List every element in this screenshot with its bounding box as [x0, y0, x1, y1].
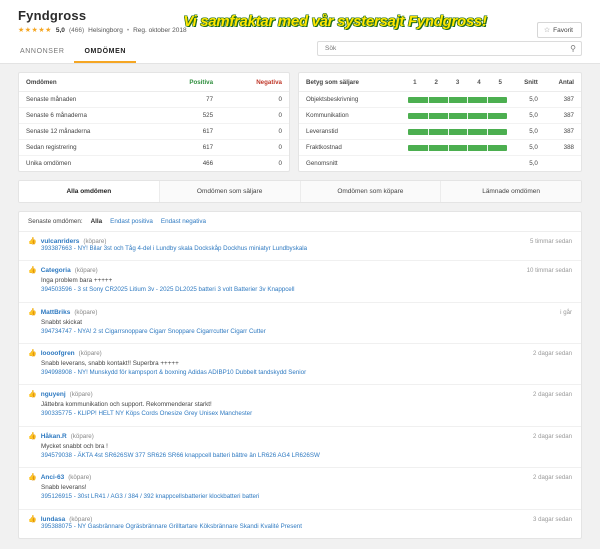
grade-antal: 387: [545, 124, 581, 140]
col-scale-5: 5: [490, 73, 511, 92]
table-row: [19, 108, 289, 124]
thumbs-up-icon: 👍: [28, 238, 37, 245]
grade-bar-cell: [404, 92, 511, 108]
review-role: (köpare): [83, 238, 107, 245]
review-time: 2 dagar sedan: [533, 432, 572, 440]
col-positiva: Positiva: [155, 73, 220, 92]
reviews-list-header: [19, 212, 581, 232]
shop-meta: [18, 26, 582, 34]
review-header: [28, 474, 572, 481]
row-positiva[interactable]: 617: [155, 140, 220, 156]
review-text: Jättebra kommunikation och support. Rekommenderar starkt!: [41, 401, 212, 409]
thumbs-up-icon: 👍: [28, 350, 37, 358]
row-negativa[interactable]: 0: [220, 92, 289, 108]
review-item-link[interactable]: 395126915 - 30st LR41 / AG3 / 384 / 392 knappcellsbatterier klockbatteri batteri: [41, 493, 260, 501]
tab-annonser[interactable]: ANNONSER: [20, 48, 65, 55]
review-username[interactable]: Anci-63: [40, 474, 65, 482]
grade-label: Kommunikation: [299, 108, 404, 124]
meta-separator: •: [126, 26, 130, 34]
rating-count[interactable]: (466): [68, 26, 85, 34]
col-omdomen: Omdömen: [19, 73, 155, 92]
row-positiva[interactable]: 77: [155, 92, 220, 108]
table-row: [19, 156, 289, 172]
filter-omdomen-som-saljare[interactable]: Omdömen som säljare: [160, 181, 301, 202]
reviews-filter-alla[interactable]: Alla: [90, 218, 103, 225]
grade-bar: [408, 97, 507, 103]
filter-alla-omdomen[interactable]: Alla omdömen: [19, 181, 160, 202]
col-antal: Antal: [545, 73, 581, 92]
reviews-filter-negativa[interactable]: Endast negativa: [160, 218, 207, 225]
review-header: [28, 391, 572, 398]
table-row: [299, 140, 581, 156]
rating-value: 5,0: [55, 26, 65, 34]
page-title: Fyndgross: [18, 8, 87, 23]
table-header-row: [299, 73, 581, 92]
row-negativa[interactable]: 0: [220, 124, 289, 140]
review-username[interactable]: Categoria: [40, 267, 71, 275]
grade-label: Objektsbeskrivning: [299, 92, 404, 108]
grade-antal: 387: [545, 92, 581, 108]
col-scale-1: 1: [404, 73, 425, 92]
row-negativa[interactable]: 0: [220, 108, 289, 124]
review-time: i går: [560, 308, 572, 316]
review-item-link[interactable]: 394579038 - ÄKTA 4st SR626SW 377 SR626 SR66 knappcell batteri bättre än LR626 AG4 LR626SW: [41, 451, 320, 459]
star-rating-icon: ★★★★★: [18, 27, 52, 34]
grade-bar-cell: [404, 124, 511, 140]
table-row: [19, 140, 289, 156]
list-item: [19, 261, 581, 302]
reviews-list: [18, 211, 582, 539]
row-negativa[interactable]: 0: [278, 160, 282, 167]
review-item-link[interactable]: 394734747 - NYA! 2 st Cigarrsnoppare Cigarr Snoppare Cigarrcutter Cigarr Cutter: [41, 327, 266, 335]
row-negativa[interactable]: 0: [220, 140, 289, 156]
row-positiva[interactable]: 466: [202, 160, 214, 167]
review-username[interactable]: lundasa: [40, 515, 66, 523]
review-time: 2 dagar sedan: [533, 474, 572, 482]
review-time: 5 timmar sedan: [530, 238, 572, 245]
thumbs-up-icon: 👍: [28, 515, 37, 523]
review-time: 2 dagar sedan: [533, 391, 572, 399]
grade-antal: 387: [545, 108, 581, 124]
shop-registered: Reg. oktober 2018: [133, 26, 187, 34]
review-role: (köpare): [69, 515, 93, 523]
grade-bar-cell: [404, 108, 511, 124]
grade-label: Fraktkostnad: [299, 140, 404, 156]
thumbs-up-icon: 👍: [28, 308, 37, 316]
review-item-link[interactable]: 395388075 - NY Gasbrännare Ogräsbrännare Grilltartare Köksbrännare Skandi Kvalité Present: [41, 522, 302, 530]
review-role: (köpare): [70, 432, 94, 440]
review-username[interactable]: vulcanriders: [40, 238, 80, 245]
table-row: [19, 124, 289, 140]
row-positiva[interactable]: 617: [155, 124, 220, 140]
review-username[interactable]: MattBriks: [40, 308, 71, 316]
favorite-label: Favorit: [553, 26, 573, 34]
grade-bar: [408, 145, 507, 151]
list-item: [19, 344, 581, 385]
review-text: Snabb leverans, snabb kontakt!! Superbra +++++: [41, 360, 179, 368]
list-item: [19, 427, 581, 468]
seller-grade-table: [299, 73, 581, 171]
row-label: Senaste månaden: [19, 92, 155, 108]
review-role: (köpare): [74, 308, 98, 316]
col-betyg: Betyg som säljare: [299, 73, 404, 92]
table-row: [19, 92, 289, 108]
review-text: Mycket snabbt och bra !: [41, 442, 108, 450]
seller-grade-panel: [298, 72, 582, 172]
grade-bar-cell: [404, 156, 511, 172]
grade-bar: [408, 129, 507, 135]
table-row: [299, 156, 581, 172]
review-header: [28, 267, 572, 274]
thumbs-up-icon: 👍: [28, 474, 37, 482]
thumbs-up-icon: 👍: [28, 267, 37, 275]
review-text: Snabb leverans!: [41, 484, 87, 492]
reviews-summary-panel: [18, 72, 290, 172]
list-item: [19, 232, 581, 261]
review-time: 3 dagar sedan: [533, 515, 572, 523]
row-label: Senaste 6 månaderna: [19, 108, 155, 124]
reviews-summary-table: [19, 73, 289, 171]
grade-bar-cell: [404, 140, 511, 156]
filter-lamnade-omdomen[interactable]: Lämnade omdömen: [441, 181, 581, 202]
table-header-row: [19, 73, 289, 92]
tab-bar: [18, 42, 136, 63]
search-box[interactable]: [317, 41, 582, 56]
review-item-link[interactable]: 394503596 - 3 st Sony CR2025 Litium 3v - 2025 DL2025 batteri 3 volt Batterier 3v Knappcell: [41, 286, 295, 294]
review-time: 10 timmar sedan: [526, 267, 572, 275]
review-header: [28, 433, 572, 440]
star-outline-icon: ☆: [543, 27, 551, 34]
grade-snitt: 5,0: [511, 92, 545, 108]
review-time: 2 dagar sedan: [533, 350, 572, 358]
grade-antal: [545, 156, 581, 172]
list-item: [19, 385, 581, 426]
filter-omdomen-som-kopare[interactable]: Omdömen som köpare: [301, 181, 442, 202]
grade-label: Leveranstid: [299, 124, 404, 140]
grade-snitt: 5,0: [511, 108, 545, 124]
table-row: [299, 108, 581, 124]
tab-omdomen[interactable]: OMDÖMEN: [74, 42, 136, 63]
review-text: Inga problem bara +++++: [41, 277, 113, 285]
review-header: [28, 516, 572, 523]
review-role: (köpare): [78, 350, 102, 358]
review-header: [28, 309, 572, 316]
col-negativa: Negativa: [220, 73, 289, 92]
stats-row: [18, 72, 582, 172]
review-username[interactable]: nguyenj: [40, 391, 66, 399]
shop-header: [0, 0, 600, 64]
list-item: [19, 303, 581, 344]
grade-antal: 388: [545, 140, 581, 156]
review-text: Snabbt skickat: [41, 318, 82, 326]
review-header: [28, 238, 572, 245]
list-item: [19, 510, 581, 538]
grade-snitt: 5,0: [529, 160, 538, 167]
promo-banner: Vi samfraktar med vår systersajt Fyndgross!: [183, 12, 487, 30]
search-icon[interactable]: ⚲: [570, 44, 576, 53]
review-role: (köpare): [68, 474, 92, 482]
review-role: (köpare): [74, 267, 98, 275]
reviews-filter-positiva[interactable]: Endast positiva: [110, 218, 153, 225]
review-item-link[interactable]: 393387663 - NY! Bilar 3st och Tåg 4-del i Lundby skala Dockskåp Dockhus miniatyr Lundbyskala: [41, 245, 308, 252]
review-username[interactable]: Håkan.R: [40, 432, 67, 440]
search-input[interactable]: [323, 44, 570, 53]
favorite-button[interactable]: [537, 22, 582, 38]
main-content: [0, 64, 600, 539]
col-scale-4: 4: [468, 73, 489, 92]
row-label: Senaste 12 månaderna: [19, 124, 155, 140]
row-label: Unika omdömen: [26, 160, 72, 167]
thumbs-up-icon: 👍: [28, 432, 37, 440]
grade-snitt: 5,0: [511, 124, 545, 140]
col-snitt: Snitt: [511, 73, 545, 92]
thumbs-up-icon: 👍: [28, 391, 37, 399]
row-positiva[interactable]: 525: [155, 108, 220, 124]
review-item-link[interactable]: 394998908 - NY! Munskydd för kampsport & boxning Adidas ADIBP10 Dubbelt tandskydd Senior: [41, 369, 307, 377]
grade-snitt: 5,0: [511, 140, 545, 156]
shop-location: Helsingborg: [88, 26, 123, 34]
review-header: [28, 350, 572, 357]
reviews-sort-label: Senaste omdömen:: [28, 218, 83, 225]
table-row: [299, 92, 581, 108]
review-username[interactable]: loooofgren: [40, 350, 75, 358]
grade-bar: [408, 113, 507, 119]
row-label: Sedan registrering: [19, 140, 155, 156]
review-role: (köpare): [69, 391, 93, 399]
col-scale-2: 2: [426, 73, 447, 92]
review-filter-bar: [18, 180, 582, 203]
list-item: [19, 468, 581, 509]
review-item-link[interactable]: 390335775 - KLIPP! HELT NY Köps Cords Onesize Grey Unisex Manchester: [41, 410, 253, 418]
table-row: [299, 124, 581, 140]
grade-label: Genomsnitt: [306, 160, 338, 167]
col-scale-3: 3: [447, 73, 468, 92]
